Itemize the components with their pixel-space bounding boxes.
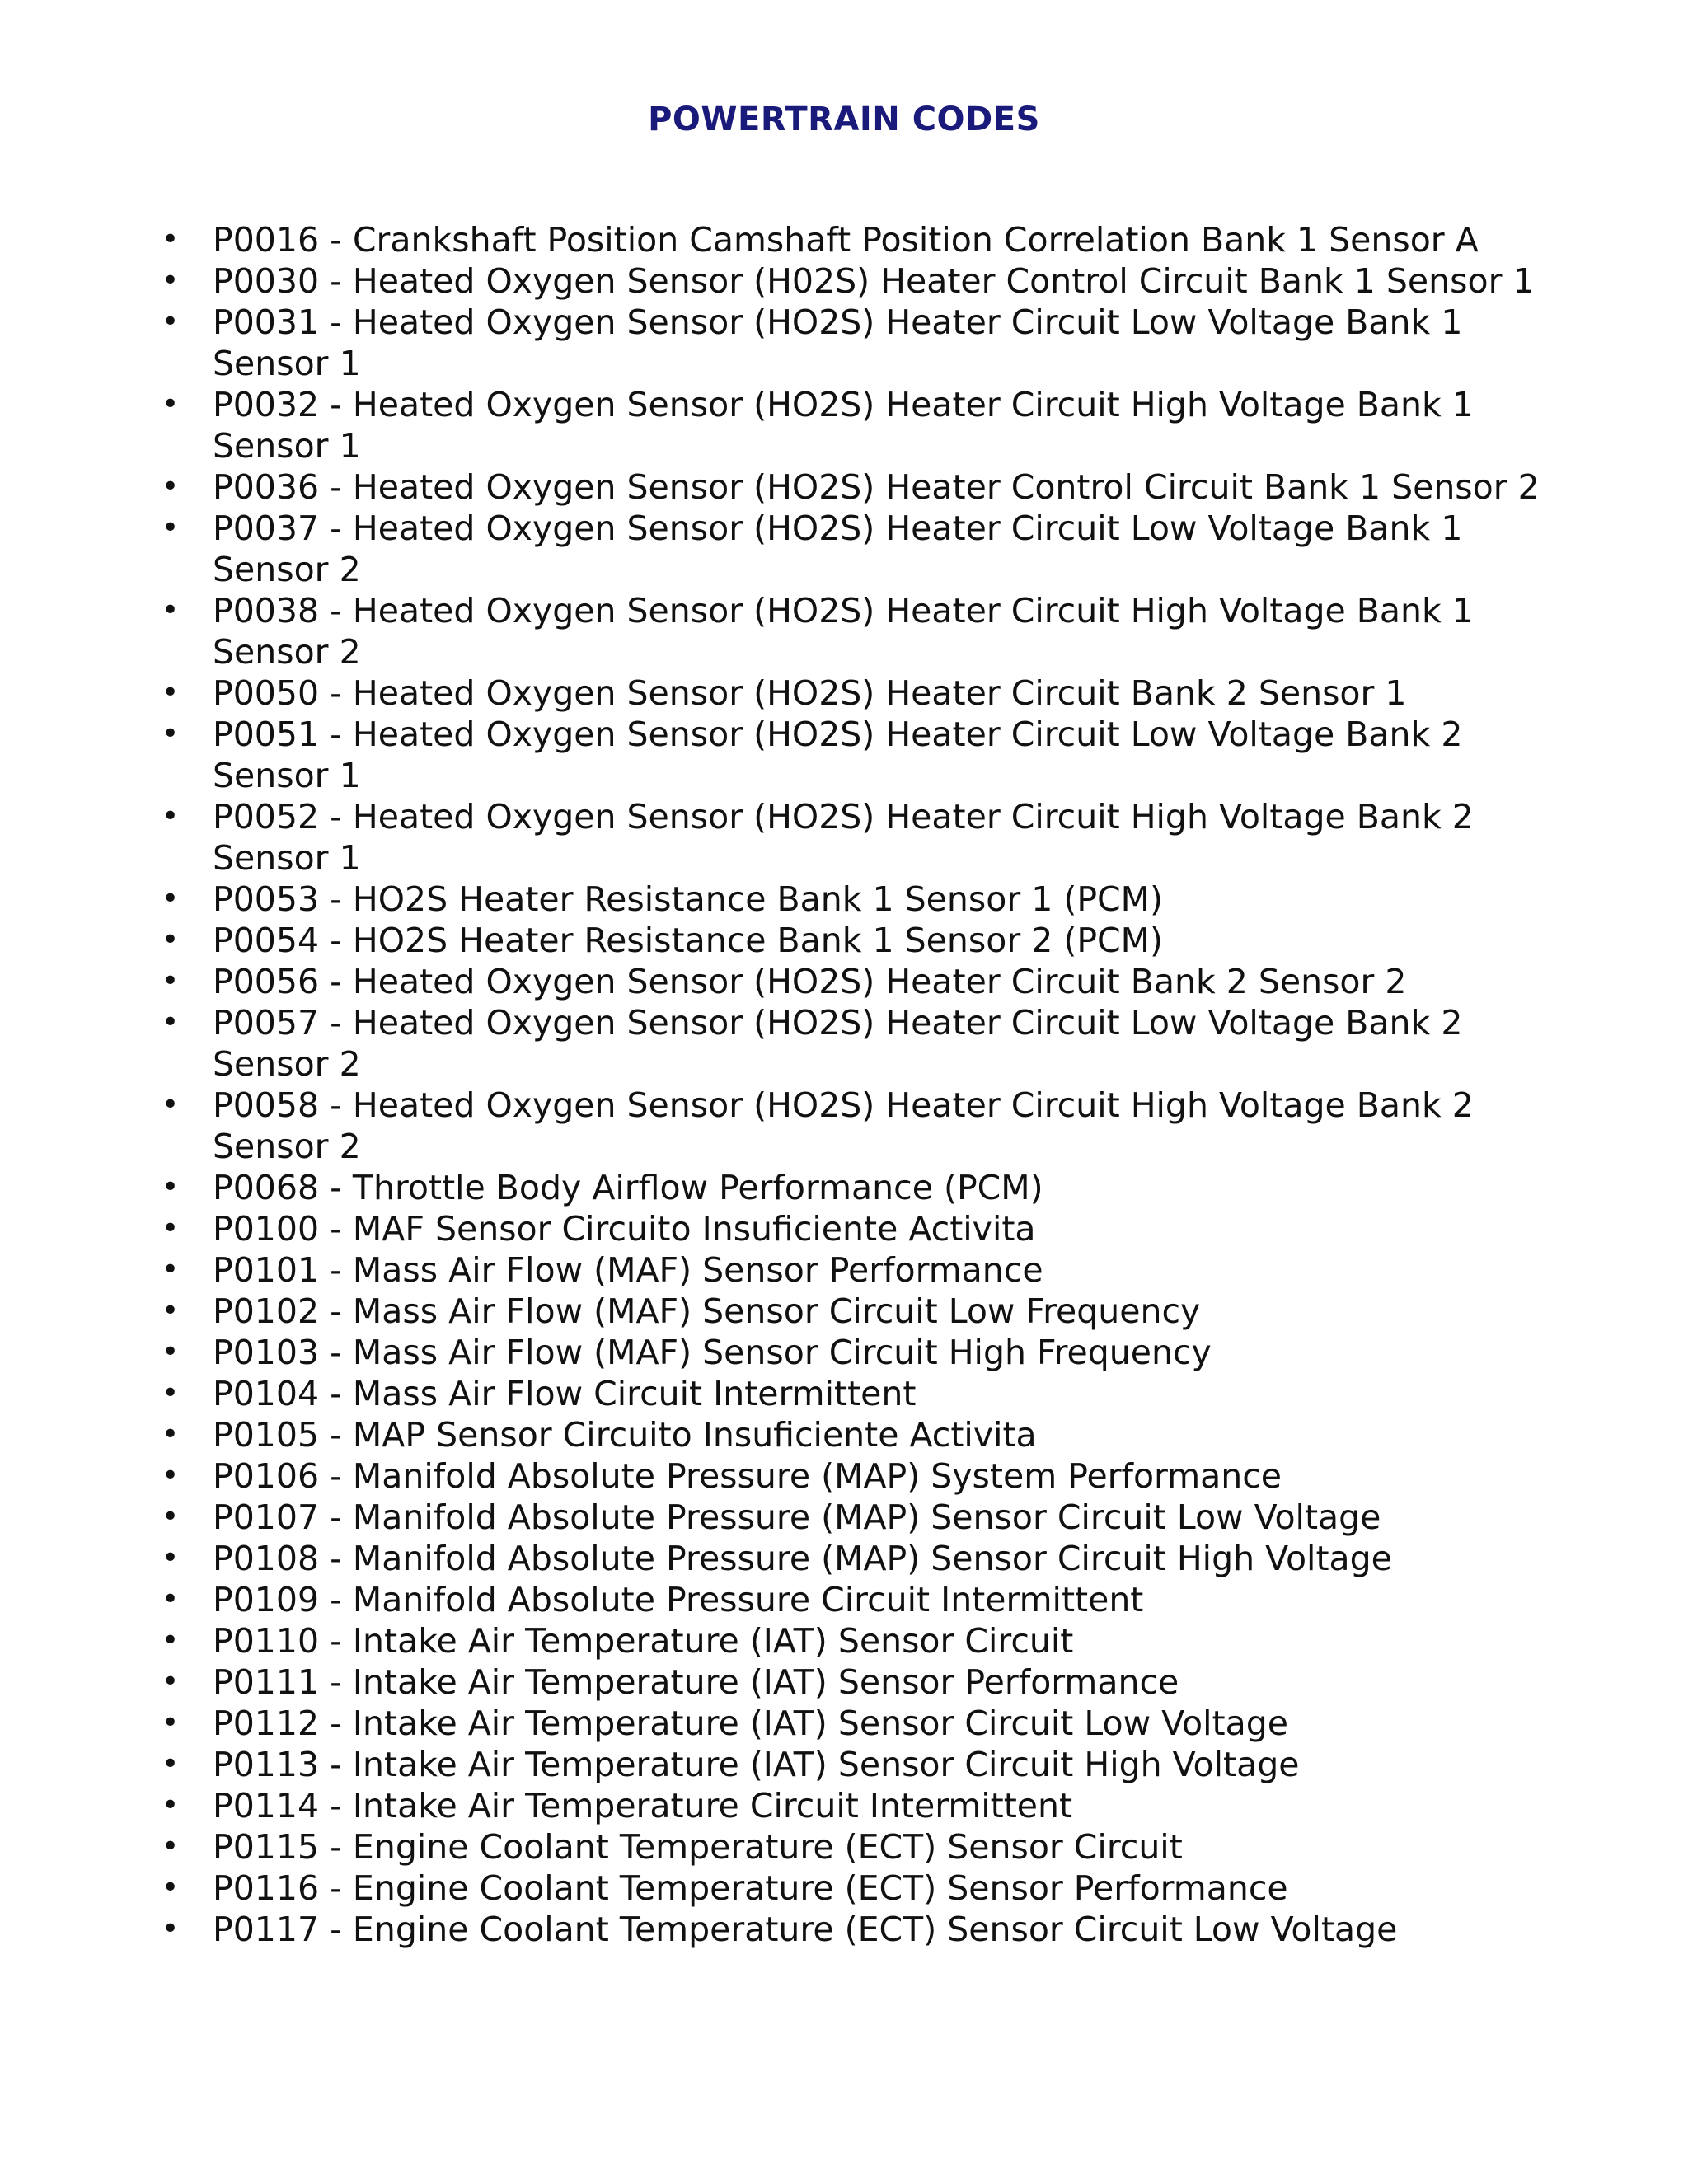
bullet-icon: • [162, 1912, 180, 1946]
list-item [162, 714, 1564, 796]
list-item [162, 879, 1564, 920]
code-text: P0054 - HO2S Heater Resistance Bank 1 Sensor 2 (PCM) [213, 921, 1164, 960]
code-text: P0030 - Heated Oxygen Sensor (H02S) Heater Control Circuit Bank 1 Sensor 1 [213, 261, 1535, 301]
code-text: P0117 - Engine Coolant Temperature (ECT) Sensor Circuit Low Voltage [213, 1910, 1398, 1949]
bullet-icon: • [162, 223, 180, 256]
code-text: P0032 - Heated Oxygen Sensor (HO2S) Heater Circuit High Voltage Bank 1 Sensor 1 [213, 385, 1474, 466]
code-text: P0113 - Intake Air Temperature (IAT) Sensor Circuit High Voltage [213, 1745, 1300, 1784]
list-item [162, 1826, 1564, 1868]
list-item [162, 920, 1564, 961]
code-text: P0104 - Mass Air Flow Circuit Intermittent [213, 1374, 917, 1413]
list-item [162, 1455, 1564, 1497]
bullet-icon: • [162, 1294, 180, 1328]
code-text: P0052 - Heated Oxygen Sensor (HO2S) Heater Circuit High Voltage Bank 2 Sensor 1 [213, 797, 1474, 878]
code-text: P0116 - Engine Coolant Temperature (ECT) Sensor Performance [213, 1868, 1288, 1908]
list-item [162, 1620, 1564, 1661]
code-text: P0115 - Engine Coolant Temperature (ECT) Sensor Circuit [213, 1827, 1183, 1867]
bullet-icon: • [162, 1747, 180, 1781]
code-text: P0050 - Heated Oxygen Sensor (HO2S) Heater Circuit Bank 2 Sensor 1 [213, 673, 1407, 713]
bullet-icon: • [162, 676, 180, 710]
code-text: P0111 - Intake Air Temperature (IAT) Sensor Performance [213, 1662, 1179, 1702]
bullet-icon: • [162, 1830, 180, 1863]
list-item [162, 961, 1564, 1002]
bullet-icon: • [162, 1212, 180, 1245]
bullet-icon: • [162, 593, 180, 627]
list-item [162, 1497, 1564, 1538]
code-text: P0036 - Heated Oxygen Sensor (HO2S) Heater Control Circuit Bank 1 Sensor 2 [213, 467, 1540, 507]
list-item [162, 1208, 1564, 1249]
bullet-icon: • [162, 1170, 180, 1204]
bullet-icon: • [162, 1376, 180, 1410]
code-text: P0037 - Heated Oxygen Sensor (HO2S) Heater Circuit Low Voltage Bank 1 Sensor 2 [213, 509, 1463, 589]
list-item [162, 302, 1564, 384]
list-item [162, 1167, 1564, 1208]
list-item [162, 1703, 1564, 1744]
code-text: P0058 - Heated Oxygen Sensor (HO2S) Heater Circuit High Voltage Bank 2 Sensor 2 [213, 1085, 1474, 1166]
code-text: P0031 - Heated Oxygen Sensor (HO2S) Heater Circuit Low Voltage Bank 1 Sensor 1 [213, 302, 1463, 383]
code-text: P0105 - MAP Sensor Circuito Insuficiente Activita [213, 1415, 1037, 1455]
code-text: P0109 - Manifold Absolute Pressure Circuit Intermittent [213, 1580, 1144, 1619]
bullet-icon: • [162, 1335, 180, 1369]
code-text: P0051 - Heated Oxygen Sensor (HO2S) Heater Circuit Low Voltage Bank 2 Sensor 1 [213, 715, 1463, 795]
bullet-icon: • [162, 1459, 180, 1493]
list-item [162, 1579, 1564, 1620]
list-item [162, 796, 1564, 879]
bullet-icon: • [162, 799, 180, 833]
code-text: P0053 - HO2S Heater Resistance Bank 1 Sensor 1 (PCM) [213, 879, 1164, 919]
list-item [162, 384, 1564, 466]
bullet-icon: • [162, 717, 180, 751]
bullet-icon: • [162, 511, 180, 545]
list-item [162, 508, 1564, 590]
list-item [162, 590, 1564, 673]
bullet-icon: • [162, 1871, 180, 1905]
list-item [162, 260, 1564, 302]
code-text: P0038 - Heated Oxygen Sensor (HO2S) Heater Circuit High Voltage Bank 1 Sensor 2 [213, 591, 1474, 672]
list-item [162, 1868, 1564, 1909]
code-text: P0108 - Manifold Absolute Pressure (MAP) Sensor Circuit High Voltage [213, 1539, 1392, 1578]
list-item [162, 673, 1564, 714]
list-item [162, 1291, 1564, 1332]
code-text: P0107 - Manifold Absolute Pressure (MAP) Sensor Circuit Low Voltage [213, 1497, 1381, 1537]
bullet-icon: • [162, 470, 180, 504]
list-item [162, 1414, 1564, 1455]
list-item [162, 1909, 1564, 1950]
list-item [162, 1785, 1564, 1826]
list-item [162, 219, 1564, 260]
bullet-icon: • [162, 1088, 180, 1122]
bullet-icon: • [162, 1418, 180, 1451]
list-item [162, 1249, 1564, 1291]
bullet-icon: • [162, 1582, 180, 1616]
code-list [162, 219, 1564, 1950]
code-text: P0057 - Heated Oxygen Sensor (HO2S) Heater Circuit Low Voltage Bank 2 Sensor 2 [213, 1003, 1463, 1084]
page-title: POWERTRAIN CODES [648, 101, 1040, 138]
bullet-icon: • [162, 387, 180, 421]
list-item [162, 1744, 1564, 1785]
code-text: P0102 - Mass Air Flow (MAF) Sensor Circuit Low Frequency [213, 1291, 1201, 1331]
bullet-icon: • [162, 1005, 180, 1039]
code-text: P0100 - MAF Sensor Circuito Insuficiente Activita [213, 1209, 1036, 1249]
bullet-icon: • [162, 1665, 180, 1699]
code-text: P0016 - Crankshaft Position Camshaft Position Correlation Bank 1 Sensor A [213, 220, 1479, 260]
bullet-icon: • [162, 305, 180, 339]
bullet-icon: • [162, 1253, 180, 1286]
code-text: P0101 - Mass Air Flow (MAF) Sensor Performance [213, 1250, 1043, 1290]
list-item [162, 1373, 1564, 1414]
code-text: P0106 - Manifold Absolute Pressure (MAP) System Performance [213, 1456, 1282, 1496]
code-text: P0110 - Intake Air Temperature (IAT) Sensor Circuit [213, 1621, 1074, 1661]
code-text: P0056 - Heated Oxygen Sensor (HO2S) Heater Circuit Bank 2 Sensor 2 [213, 962, 1407, 1001]
list-item [162, 1085, 1564, 1167]
bullet-icon: • [162, 1788, 180, 1822]
code-text: P0114 - Intake Air Temperature Circuit Intermittent [213, 1786, 1073, 1825]
list-item [162, 1002, 1564, 1085]
list-item [162, 1332, 1564, 1373]
code-text: P0103 - Mass Air Flow (MAF) Sensor Circuit High Frequency [213, 1333, 1212, 1372]
code-text: P0068 - Throttle Body Airflow Performance (PCM) [213, 1168, 1043, 1207]
bullet-icon: • [162, 1624, 180, 1657]
bullet-icon: • [162, 964, 180, 998]
list-item [162, 466, 1564, 508]
list-item [162, 1661, 1564, 1703]
code-text: P0112 - Intake Air Temperature (IAT) Sensor Circuit Low Voltage [213, 1704, 1288, 1743]
bullet-icon: • [162, 1541, 180, 1575]
bullet-icon: • [162, 923, 180, 957]
bullet-icon: • [162, 882, 180, 916]
list-item [162, 1538, 1564, 1579]
bullet-icon: • [162, 264, 180, 298]
bullet-icon: • [162, 1706, 180, 1740]
bullet-icon: • [162, 1500, 180, 1534]
